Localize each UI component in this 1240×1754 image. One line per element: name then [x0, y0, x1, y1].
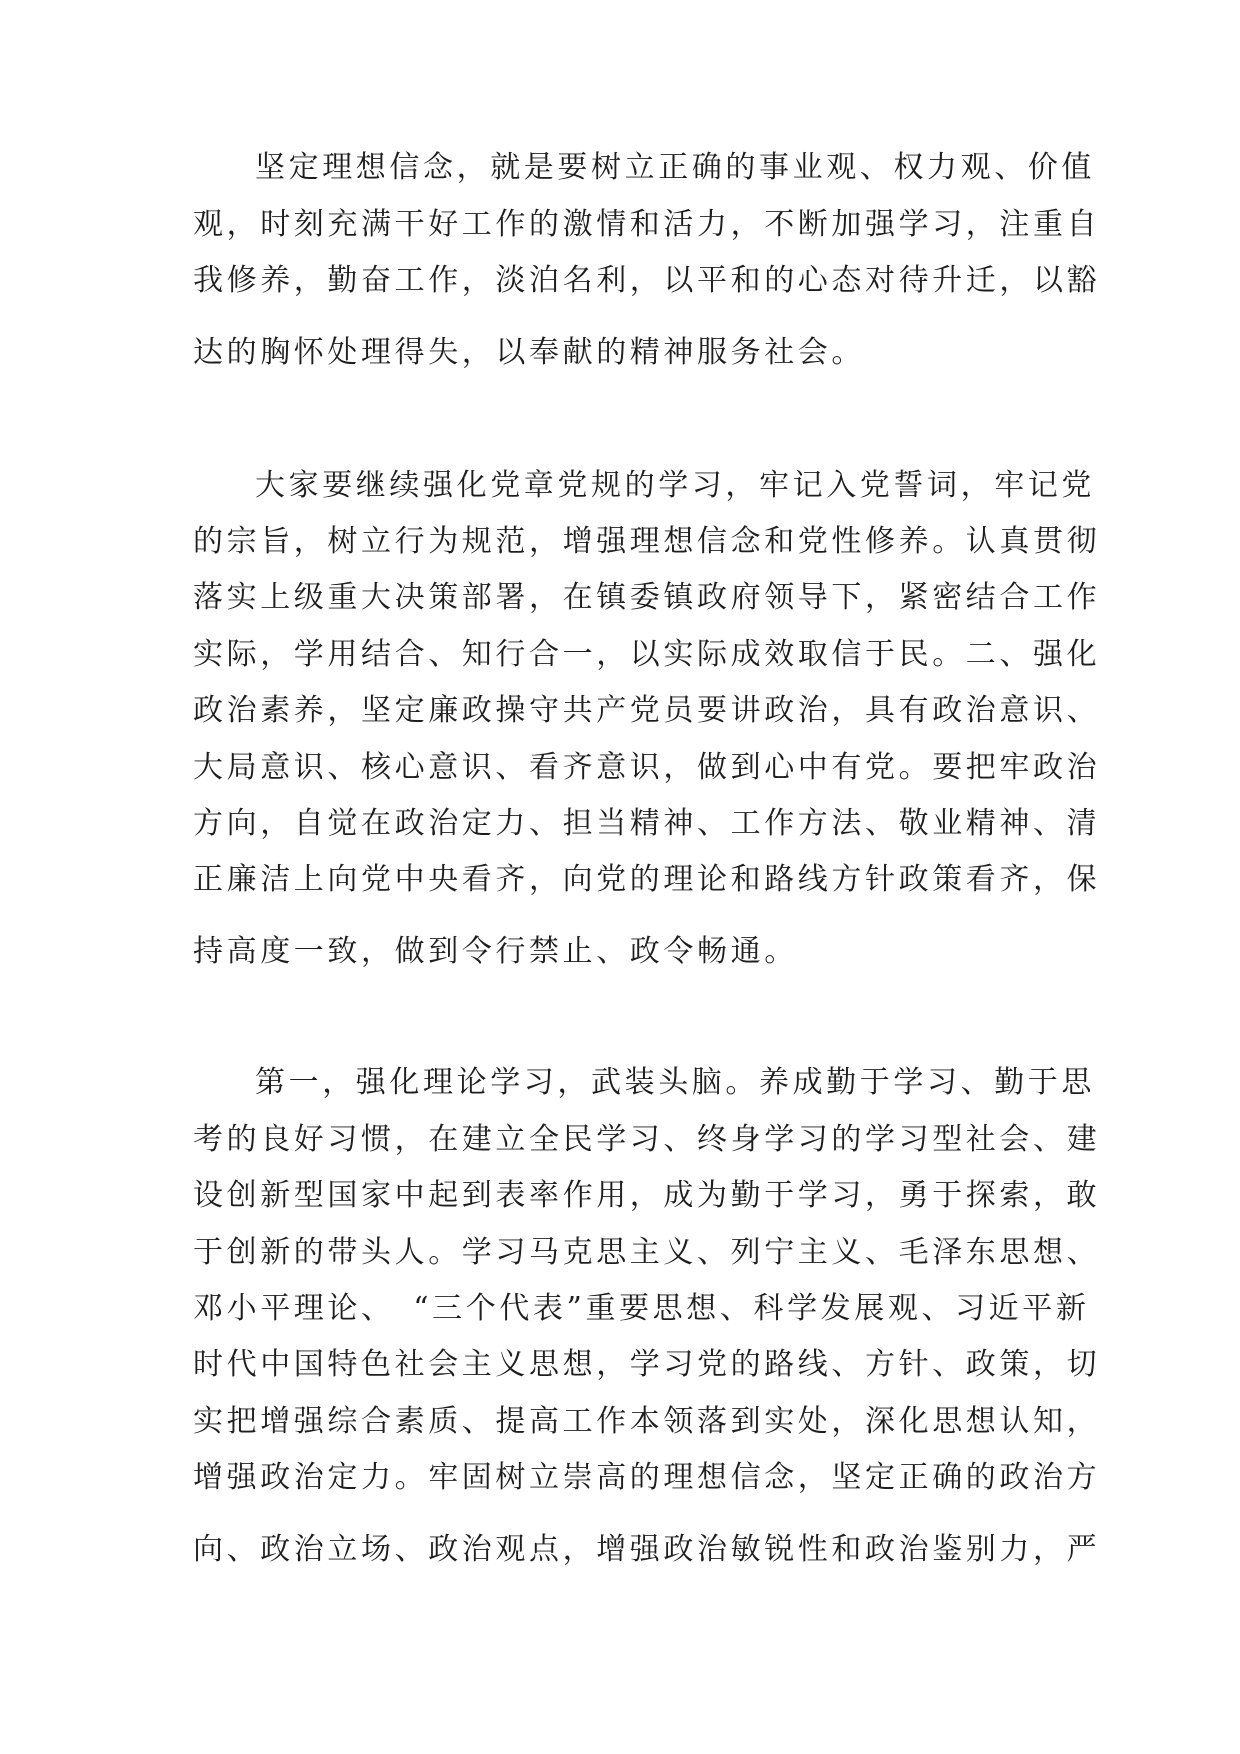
text-line: 设创新型国家中起到表率作用，成为勤于学习，勇于探索，敢: [193, 1178, 1101, 1213]
text-line: 大家要继续强化党章党规的学习，牢记入党誓词，牢记党: [255, 468, 1095, 503]
text-line: 正廉洁上向党中央看齐，向党的理论和路线方针政策看齐，保: [193, 862, 1101, 897]
text-line: 于创新的带头人。学习马克思主义、列宁主义、毛泽东思想、: [193, 1235, 1101, 1270]
text-line: 大局意识、核心意识、看齐意识，做到心中有党。要把牢政治: [193, 750, 1101, 785]
text-line: 达的胸怀处理得失，以奉献的精神服务社会。: [193, 335, 865, 370]
text-line: 实把增强综合素质、提高工作本领落到实处，深化思想认知，: [193, 1404, 1101, 1439]
text-line: 持高度一致，做到令行禁止、政令畅通。: [193, 934, 798, 969]
text-line: 第一，强化理论学习，武装头脑。养成勤于学习、勤于思: [255, 1065, 1095, 1100]
text-line: 落实上级重大决策部署，在镇委镇政府领导下，紧密结合工作: [193, 580, 1101, 615]
text-line: 实际，学用结合、知行合一，以实际成效取信于民。二、强化: [193, 637, 1101, 672]
text-line: 政治素养，坚定廉政操守共产党员要讲政治，具有政治意识、: [193, 693, 1101, 728]
text-line: 邓小平理论、 “三个代表”重要思想、科学发展观、习近平新: [193, 1291, 1090, 1326]
text-line: 增强政治定力。牢固树立崇高的理想信念，坚定正确的政治方: [193, 1460, 1101, 1495]
text-line: 方向，自觉在政治定力、担当精神、工作方法、敬业精神、清: [193, 806, 1101, 841]
text-line: 考的良好习惯，在建立全民学习、终身学习的学习型社会、建: [193, 1122, 1101, 1157]
text-line: 时代中国特色社会主义思想，学习党的路线、方针、政策，切: [193, 1347, 1101, 1382]
text-line: 我修养，勤奋工作，淡泊名利，以平和的心态对待升迁，以豁: [193, 263, 1101, 298]
text-line: 观，时刻充满干好工作的激情和活力，不断加强学习，注重自: [193, 207, 1101, 242]
text-line: 向、政治立场、政治观点，增强政治敏锐性和政治鉴别力，严: [193, 1532, 1101, 1567]
text-line: 的宗旨，树立行为规范，增强理想信念和党性修养。认真贯彻: [193, 524, 1101, 559]
text-line: 坚定理想信念，就是要树立正确的事业观、权力观、价值: [255, 150, 1095, 185]
